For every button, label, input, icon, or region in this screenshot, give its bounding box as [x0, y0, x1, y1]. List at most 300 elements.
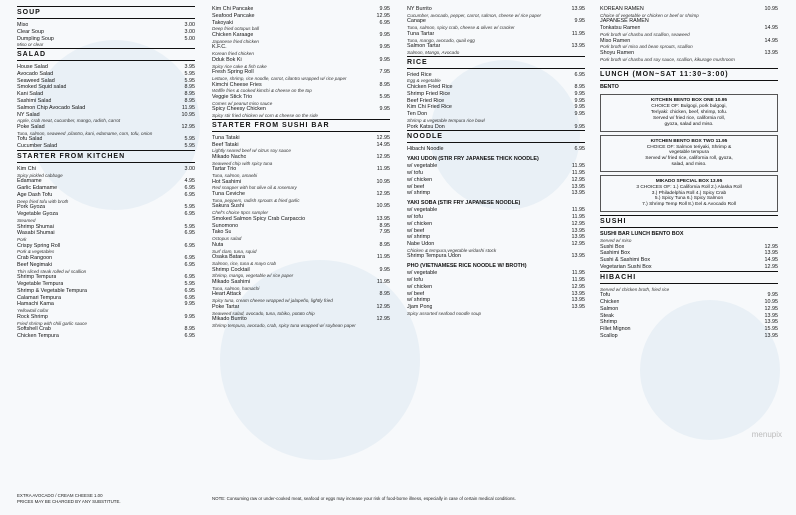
menu-item	[407, 253, 585, 260]
menu-item-description: Shrimp tempura, avocado, crab, spicy tuna wrapped w/ soybean paper	[212, 322, 356, 328]
menu-item-price: 12.95	[376, 316, 390, 323]
menu-item-description: Seaweed chip with spicy tuna	[212, 160, 273, 166]
menu-item-price: 3.00	[184, 165, 195, 172]
noodle-group-title: YAKI SOBA (STIR FRY JAPANESE NOODLE)	[407, 200, 521, 207]
menu-item-name: NY Salad	[17, 111, 40, 118]
menu-item	[212, 106, 390, 113]
menu-item-description: Korean fried chicken	[212, 51, 254, 57]
menu-item	[212, 154, 390, 161]
menu-item-price: 6.95	[184, 274, 195, 281]
menu-item-description: Deep fried tofu with broth	[17, 198, 69, 204]
menu-item	[407, 177, 585, 184]
menu-item-price: 13.95	[571, 190, 585, 197]
menu-item-name: Tonkatsu Ramen	[600, 25, 641, 32]
menu-item	[17, 71, 195, 78]
menu-item	[407, 31, 585, 38]
bento-box-line: vegetable tempura	[669, 150, 709, 156]
menu-item-price: 6.95	[184, 287, 195, 294]
menu-item	[17, 78, 195, 85]
menu-item-description: Deep fried octopus ball	[212, 26, 259, 32]
menu-item	[212, 223, 390, 230]
menu-item-description: Tuna, peppers, radish sprouts & fried garlic	[212, 197, 300, 203]
menu-item-name: Hamachi Kama	[17, 301, 54, 308]
bento-box-line: CHOICE OF: Bulgogi, pork bulgogi,	[651, 104, 727, 110]
menu-item-price: 6.95	[184, 230, 195, 237]
menu-item-price: 11.95	[571, 169, 585, 176]
menu-item-name: Miso	[17, 22, 29, 28]
menu-item-price: 13.95	[764, 319, 778, 326]
menu-item	[17, 255, 195, 262]
menu-item-name: Pork Katsu Don	[407, 123, 445, 130]
menu-item	[212, 32, 390, 39]
menu-item	[212, 142, 390, 149]
menu-item-name: Spicy Cheesy Chicken	[212, 106, 266, 113]
menu-item-name: w/ tofu	[407, 277, 423, 284]
menu-item-price: 8.95	[379, 81, 390, 88]
bento-box-line: gyoza, salad and miso.	[664, 121, 714, 127]
menu-item	[17, 91, 195, 98]
menu-item-name: Beef Negimaki	[17, 261, 53, 268]
bento-box-title: KITCHEN BENTO BOX TWO 11.95	[650, 138, 728, 144]
menu-item	[17, 166, 195, 173]
menu-item	[212, 254, 390, 261]
menu-item	[17, 274, 195, 281]
bento-subtitle: BENTO	[600, 84, 619, 91]
menu-item-price: 9.95	[379, 266, 390, 273]
menu-item-price: 9.95	[574, 97, 585, 104]
menu-item	[600, 250, 778, 257]
noodle-group-title: YAKI UDON (STIR FRY JAPANESE THICK NOODLE)	[407, 156, 539, 163]
menu-item-price: 5.95	[184, 281, 195, 288]
menu-item-description: Pork & vegetables	[17, 249, 55, 255]
menu-item-description: Comes w/ peanut miso sauce	[212, 100, 273, 106]
menu-item-name: Vegetarian Sushi Box	[600, 263, 652, 270]
menu-item	[407, 163, 585, 170]
menu-item	[17, 105, 195, 112]
menu-item-name: w/ chicken	[407, 283, 433, 290]
menu-item-price: 13.95	[571, 253, 585, 260]
menu-item-price: 13.95	[571, 6, 585, 12]
menu-item-price: 12.95	[181, 123, 195, 130]
menu-item	[212, 82, 390, 89]
menu-item-price: 8.95	[184, 91, 195, 98]
menu-item	[407, 184, 585, 191]
menu-item-price: 11.95	[181, 104, 195, 111]
menu-item	[212, 267, 390, 274]
section-note-sushi: Served w/ miso	[600, 237, 632, 243]
menu-column-3	[407, 6, 585, 317]
menu-item-price: 14.95	[764, 37, 778, 44]
noodle-group-title: PHO (VIETNAMESE RICE NOODLE W/ BROTH)	[407, 263, 527, 270]
menu-item-name: w/ vegetable	[407, 163, 438, 170]
bento-box	[600, 175, 778, 212]
menu-item	[17, 204, 195, 211]
menu-item	[17, 314, 195, 321]
menu-item	[212, 279, 390, 286]
menu-item	[407, 170, 585, 177]
menu-item-description: Choice of vegetable or chicken or beef or shrimp	[600, 12, 699, 18]
bento-box	[600, 135, 778, 172]
menu-item	[407, 241, 585, 248]
menu-item-price: 10.95	[764, 6, 778, 12]
section-title-rice: RICE	[407, 56, 585, 69]
menu-item-description: Chicken & tempura,vegetable w/dashi stock	[407, 247, 497, 253]
menu-item-description: Pork broth w/ chashu and scallion, seaweed	[600, 31, 690, 37]
menu-item-name: Salmon	[600, 305, 619, 312]
menu-item-name: Shrimp Shumai	[17, 223, 54, 230]
bento-box-line: Served w/ fried rice, california roll, gyoza,	[645, 156, 733, 162]
menu-item-price: 11.95	[571, 207, 585, 214]
menu-item-name: Chicken Tempura	[17, 333, 59, 340]
menu-item-price: 11.95	[571, 30, 585, 37]
menu-item-name: Wasabi Shumai	[17, 230, 55, 237]
menu-item	[407, 91, 585, 98]
menu-item-price: 9.95	[574, 123, 585, 130]
menu-item-price: 11.95	[571, 213, 585, 220]
section-title-hibachi: HIBACHI	[600, 271, 778, 284]
menu-item-description: Seaweed salad, avocado, tuna, tobiko, potato chip	[212, 310, 315, 316]
menu-item-name: Tuna Tartar	[407, 30, 435, 37]
menu-item-price: 6.95	[184, 242, 195, 249]
menu-item-price: 12.95	[376, 191, 390, 198]
menu-item-name: w/ vegetable	[407, 270, 438, 277]
menu-item	[212, 69, 390, 76]
menu-item-price: 10.95	[376, 203, 390, 210]
menu-item-description: Tuna, salmon, hamachi	[212, 285, 260, 291]
menu-item	[17, 112, 195, 119]
menu-item-name: w/ chicken	[407, 176, 433, 183]
menu-item-price: 12.95	[571, 241, 585, 248]
menu-item	[407, 146, 585, 153]
menu-item-price: 13.95	[571, 43, 585, 50]
menu-item	[600, 319, 778, 326]
menu-item-description: Spicy assorted seafood noodle soup	[407, 311, 482, 317]
section-note-hibachi: Served w/ chicken broth, fried rice	[600, 286, 670, 292]
menu-item-price: 14.95	[376, 141, 390, 148]
menu-item-price: 13.95	[571, 234, 585, 241]
menu-item-price: 12.95	[571, 176, 585, 183]
menu-item-name: Tartar Trio	[212, 166, 237, 173]
menu-item-name: Mikado Sashimi	[212, 279, 251, 286]
menu-item-price: 12.95	[571, 220, 585, 227]
menu-item-price: 13.95	[376, 215, 390, 222]
menu-item-price: 10.95	[764, 299, 778, 306]
menu-item-name: Dumpling Soup	[17, 35, 54, 42]
menu-item-name: Dduk Bok Ki	[212, 56, 242, 63]
menu-item-price	[775, 18, 778, 25]
menu-item-price: 13.95	[764, 333, 778, 340]
menu-item	[407, 277, 585, 284]
menu-item-name: Kim Chi Fried Rice	[407, 104, 452, 111]
menu-item-price: 9.95	[184, 313, 195, 320]
menu-item	[212, 94, 390, 101]
menu-item	[17, 333, 195, 340]
menu-item-price: 5.95	[184, 70, 195, 77]
menu-item-description: Thin sliced steak rolled w/ scallion	[17, 268, 87, 274]
menu-item	[600, 333, 778, 340]
section-title-kitchen: STARTER FROM KITCHEN	[17, 150, 195, 163]
menu-item-price: 7.95	[379, 69, 390, 76]
menu-item-name: Crab Rangoon	[17, 255, 53, 262]
menu-item-name: Heart Attack	[212, 291, 242, 298]
menu-column-1	[17, 6, 195, 340]
menu-item	[407, 284, 585, 291]
menu-item-name: Age Dash Tofu	[17, 191, 53, 198]
menu-item	[17, 124, 195, 131]
menu-item-description: Egg & vegetable	[407, 78, 441, 84]
menu-item-name: Smoked Squid salad	[17, 84, 67, 91]
menu-item-description: Waffle fries & cooked kimchi & cheese on the top	[212, 88, 312, 94]
bento-box-line: 5.) Spicy Tuna 6.) Spicy Salmon	[654, 196, 724, 202]
menu-item-name: Jjam Pong	[407, 304, 433, 311]
menu-item-price: 5.00	[184, 35, 195, 42]
bento-box-line: 3 CHOICES OF: 1.) California Roll 2.) Alaska Roll	[636, 184, 742, 190]
menu-item-price: 5.95	[184, 223, 195, 230]
menu-item-name: K.F.C.	[212, 44, 227, 51]
menu-item-name: Miso Ramen	[600, 37, 631, 44]
section-title-lunch: LUNCH (MON~SAT 11:30~3:00)	[600, 68, 778, 81]
bento-box-line: 3.) Philadelphia Roll 4.) Spicy Crab	[651, 190, 727, 196]
menu-item	[407, 43, 585, 50]
menu-item-name: Seafood Pancake	[212, 12, 255, 19]
menu-item-price: 9.95	[574, 104, 585, 111]
menu-item-price: 13.95	[764, 49, 778, 56]
menu-item	[407, 291, 585, 298]
menu-item-description: Shrimp, mango, vegetable w/ rice paper	[212, 273, 294, 279]
menu-item-price: 9.95	[379, 56, 390, 63]
menu-item-name: Rock Shrimp	[17, 313, 48, 320]
menu-item	[407, 104, 585, 111]
menu-item-price: 9.95	[379, 106, 390, 113]
menu-item-price: 13.95	[571, 297, 585, 304]
footnote-left	[17, 493, 121, 504]
menu-item	[407, 6, 585, 13]
menu-item-name: KOREAN RAMEN	[600, 6, 644, 12]
menu-item-description: Shrimp & vegetable tempura rice bowl	[407, 117, 485, 123]
menu-item	[407, 72, 585, 79]
section-title-salad: SALAD	[17, 48, 195, 61]
menu-item-description: Octopus salad	[212, 236, 242, 242]
menu-item-name: Garlic Edamame	[17, 185, 58, 192]
menu-item-name: w/ chicken	[407, 220, 433, 227]
menu-item-price: 8.95	[184, 84, 195, 91]
menu-item-price: 5.95	[184, 136, 195, 143]
menu-item-name: Softshell Crab	[17, 326, 51, 333]
menu-item	[17, 262, 195, 269]
menu-item	[212, 57, 390, 64]
menu-item	[407, 221, 585, 228]
menu-item-name: Sushi Box	[600, 243, 625, 250]
menu-item-name: Vegetable Gyoza	[17, 211, 59, 218]
menu-item-price: 4.95	[184, 178, 195, 185]
menu-item	[600, 264, 778, 271]
section-title-sushi: SUSHI	[600, 215, 778, 228]
menu-item	[407, 270, 585, 277]
menu-item	[17, 36, 195, 43]
menu-item	[600, 306, 778, 313]
menu-item-name: Chicken Karaage	[212, 31, 254, 38]
menu-item-name: w/ shrimp	[407, 190, 431, 197]
menu-item-price: 8.95	[184, 326, 195, 333]
menu-item	[17, 243, 195, 250]
menu-item-price: 10.95	[376, 178, 390, 185]
bento-box-title: MIKADO SPECIAL BOX 13.95	[655, 178, 723, 184]
menu-item-name: Cucumber Salad	[17, 143, 58, 150]
bento-box	[600, 94, 778, 131]
menu-item-description: Spicy stir fried chicken w/ corn & cheese on the side	[212, 113, 318, 119]
menu-item-price: 9.95	[574, 90, 585, 97]
menu-item-name: NY Burrito	[407, 6, 432, 12]
menu-item-name: Kani Salad	[17, 91, 44, 98]
menu-item	[407, 84, 585, 91]
menu-column-2	[212, 6, 390, 329]
menu-item-name: Shoyu Ramen	[600, 49, 635, 56]
menu-item-description: Salmon, Mango, Avocado	[407, 49, 460, 55]
menu-item-name: Poke Tartar	[212, 303, 240, 310]
menu-item-name: Tuna Ceviche	[212, 191, 246, 198]
menu-item-name: w/ tofu	[407, 213, 423, 220]
menu-item	[600, 25, 778, 32]
menu-item-description: Tuna, mango, avocado, quail egg	[407, 37, 475, 43]
menu-item-price: 11.95	[376, 279, 390, 286]
menu-item-price: 5.95	[184, 77, 195, 84]
menu-item-name: Edamame	[17, 178, 42, 185]
menu-item-name: Seaweed Salad	[17, 77, 55, 84]
menu-item-name: Sashimi Box	[600, 250, 630, 257]
menu-item-price: 9.95	[379, 31, 390, 38]
menu-item	[407, 214, 585, 221]
menu-item-name: Tofu Salad	[17, 136, 43, 143]
menu-item-name: Nabe Udon	[407, 241, 435, 248]
menu-item-name: Takoyaki	[212, 19, 233, 26]
menu-item	[407, 111, 585, 118]
menu-item-name: w/ vegetable	[407, 207, 438, 214]
menu-item-name: Hot Sashimi	[212, 178, 242, 185]
menu-item-name: Clear Soup	[17, 28, 44, 35]
footnote-line: EXTRA AVOCADO / CREAM CHEESE 1.00	[17, 493, 103, 498]
menu-item-name: w/ beef	[407, 227, 425, 234]
menu-item-price: 15.95	[764, 326, 778, 333]
menu-item-name: Poke Salad	[17, 123, 45, 130]
menu-item-price: 6.95	[184, 261, 195, 268]
menu-item-description: Chef's choice 5pcs sampler	[212, 210, 269, 216]
menu-item	[17, 29, 195, 36]
bento-box-line: Teriyaki: chicken, beef, shrimp, tofu.	[650, 110, 728, 116]
menu-item-name: w/ beef	[407, 290, 425, 297]
menu-item-description: Cucumber, avocado, pepper, carrot, salmon, cheese w/ rice paper	[407, 12, 542, 18]
menu-item-price: 6.95	[379, 19, 390, 26]
menu-item	[17, 211, 195, 218]
menu-item	[17, 326, 195, 333]
menu-item	[212, 242, 390, 249]
menu-item-name: Ten Don	[407, 111, 428, 118]
menu-item	[212, 6, 390, 13]
menu-item-price: 9.95	[574, 18, 585, 25]
menu-item	[17, 64, 195, 71]
menu-item	[407, 98, 585, 105]
menu-item-name: w/ shrimp	[407, 234, 431, 241]
menu-item-description: Red snapper with hot olive oil & rosemary	[212, 185, 297, 191]
menu-item-price: 6.95	[184, 185, 195, 192]
menu-item-name: House Salad	[17, 63, 48, 70]
menu-item-price: 8.95	[379, 291, 390, 298]
menu-item	[212, 44, 390, 51]
menu-item-price: 11.95	[376, 166, 390, 173]
bento-box-line: 7.) Shrimp Temp Roll 8.) Eel & Avocado Roll	[642, 202, 736, 208]
menu-item-name: Fresh Spring Roll	[212, 69, 254, 76]
bento-box-line: CHOICE OF: Salmon teriyaki, Shrimp &	[646, 144, 732, 150]
menu-item	[212, 304, 390, 311]
menu-item	[17, 295, 195, 302]
menu-item-price: 6.95	[184, 333, 195, 340]
menu-item	[407, 228, 585, 235]
menu-item-name: Mikado Burrito	[212, 316, 247, 323]
menu-item-description: Apple, crab meat, cucumber, mango, radish, carrot	[17, 118, 121, 124]
menu-item	[17, 136, 195, 143]
menu-item-name: Fillet Mignon	[600, 326, 631, 333]
menu-item-description: Tuna, salmon, amaebi	[212, 173, 258, 179]
consumption-note: NOTE: Consuming raw or under-cooked meat, seafood or eggs may increase your risk of food-borne illness, especially in case of certain medical conditions.	[212, 496, 516, 501]
menu-item-name: Shrimp Tempura Udon	[407, 253, 461, 260]
menu-item-price: 10.95	[181, 111, 195, 118]
menu-item	[600, 244, 778, 251]
menu-item	[407, 18, 585, 25]
menu-item	[212, 179, 390, 186]
menu-item-name: Pork Gyoza	[17, 204, 46, 211]
menu-item-price: 9.95	[379, 44, 390, 51]
menu-item-name: Sashimi Salad	[17, 97, 52, 104]
menu-item-price: 12.95	[376, 12, 390, 19]
menu-item-description: Spicy tuna, cream cheese wrapped w/ jalapeño, lightly fried	[212, 298, 333, 304]
menu-item-name: Kimchi Cheese Fries	[212, 81, 262, 88]
menu-item-price: 11.95	[376, 254, 390, 261]
menu-item-price: 3.95	[184, 63, 195, 70]
menu-item	[17, 143, 195, 150]
menu-item-price: 13.95	[571, 290, 585, 297]
menu-item-description: Yellowtail collar	[17, 308, 49, 314]
menu-item-name: Scallop	[600, 333, 618, 340]
menu-item	[17, 84, 195, 91]
section-title-soup: SOUP	[17, 6, 195, 19]
bento-box-title: KITCHEN BENTO BOX ONE 10.95	[650, 98, 728, 104]
menu-item-name: Sakura Sushi	[212, 203, 245, 210]
menu-item-name: Steak	[600, 312, 614, 319]
menu-item-name: Canape	[407, 18, 426, 25]
menu-item-name: Shrimp Cocktail	[212, 266, 250, 273]
menu-item-price: 6.95	[184, 255, 195, 262]
menu-item-name: Nuta	[212, 241, 224, 248]
menu-item-price: 12.95	[376, 303, 390, 310]
menu-item-price: 12.95	[764, 243, 778, 250]
menu-item-name: w/ shrimp	[407, 297, 431, 304]
menu-item	[212, 229, 390, 236]
menu-item	[600, 326, 778, 333]
menu-item-price: 13.95	[764, 250, 778, 257]
menu-item-name: Salmon Tartar	[407, 43, 441, 50]
menu-item	[212, 135, 390, 142]
menu-item	[212, 291, 390, 298]
menu-item	[212, 191, 390, 198]
menu-item-name: Shrimp Tempura	[17, 274, 57, 281]
menu-item	[212, 13, 390, 20]
menu-item-name: Chicken Fried Rice	[407, 83, 453, 90]
menu-item	[17, 230, 195, 237]
menu-item-description: Lightly seared beef w/ citrus soy sauce	[212, 148, 291, 154]
menu-item	[212, 316, 390, 323]
menu-item-description: Pork broth w/ chashu and soy sauce, scallion, kikurage mushroom	[600, 56, 735, 62]
menu-item	[17, 192, 195, 199]
menu-item	[17, 22, 195, 29]
